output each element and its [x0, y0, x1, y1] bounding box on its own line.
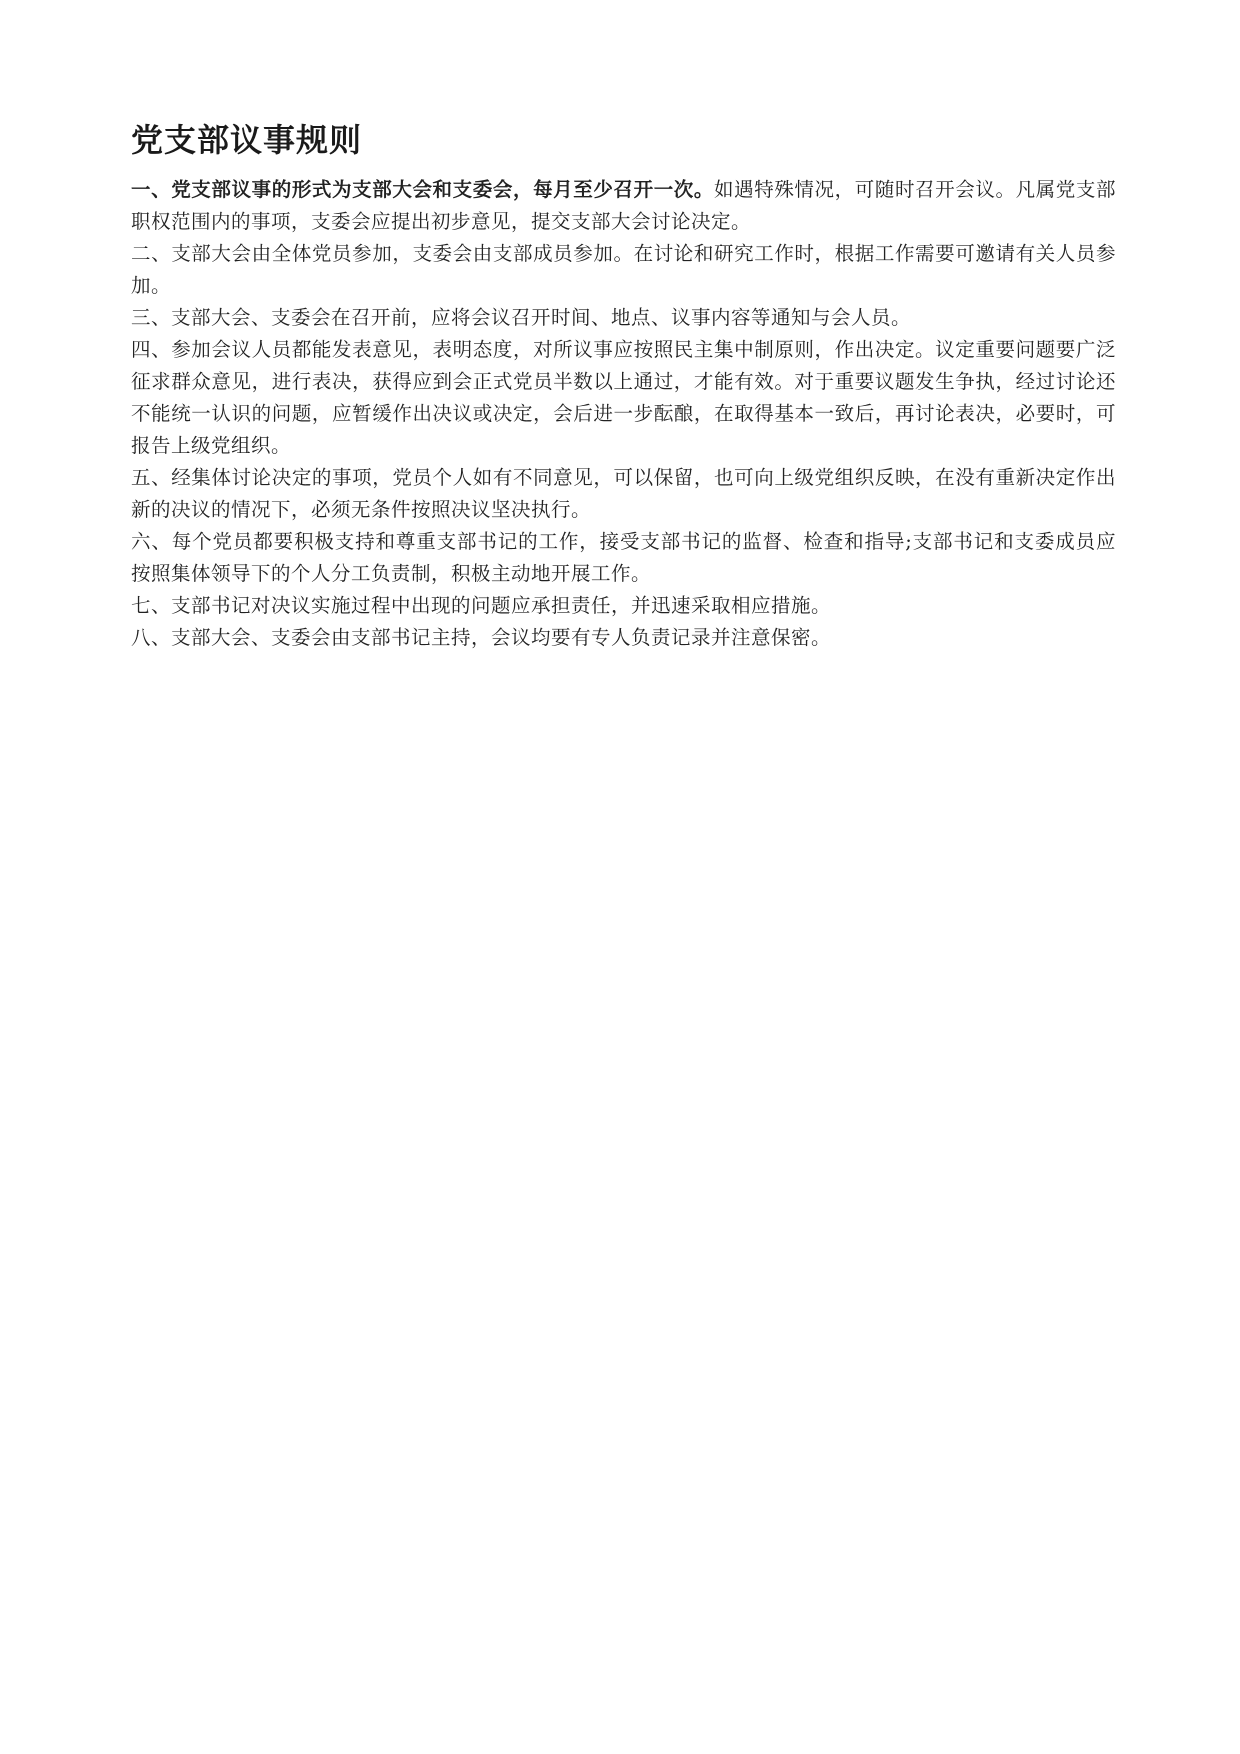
- rule-4: [131, 334, 1116, 462]
- rule-text: 七、支部书记对决议实施过程中出现的问题应承担责任，并迅速采取相应措施。: [131, 594, 832, 617]
- rule-2: [131, 238, 1116, 302]
- rules-list: [131, 174, 1116, 654]
- rule-text: 五、经集体讨论决定的事项，党员个人如有不同意见，可以保留，也可向上级党组织反映，在没有重新决定作出新的决议的情况下，必须无条件按照决议坚决执行。: [131, 466, 1116, 521]
- rule-3: [131, 302, 1116, 334]
- document-title: 党支部议事规则: [131, 121, 363, 159]
- rule-text: 如遇特殊情况，可随时召开会议。凡属党支部职权范围内的事项，支委会应提出初步意见，提交支部大会讨论决定。: [131, 178, 1116, 233]
- rule-8: [131, 622, 1116, 654]
- rule-lead: 一、党支部议事的形式为支部大会和支委会，每月至少召开一次。: [131, 178, 715, 201]
- rule-text: 三、支部大会、支委会在召开前，应将会议召开时间、地点、议事内容等通知与会人员。: [131, 306, 912, 329]
- rule-1: [131, 174, 1116, 238]
- rule-text: 八、支部大会、支委会由支部书记主持，会议均要有专人负责记录并注意保密。: [131, 626, 832, 649]
- rule-text: 六、每个党员都要积极支持和尊重支部书记的工作，接受支部书记的监督、检查和指导;支部书记和支委成员应按照集体领导下的个人分工负责制，积极主动地开展工作。: [131, 530, 1116, 585]
- rule-7: [131, 590, 1116, 622]
- rule-6: [131, 526, 1116, 590]
- document-page: [131, 118, 1116, 654]
- rule-text: 四、参加会议人员都能发表意见，表明态度，对所议事应按照民主集中制原则，作出决定。议定重要问题要广泛征求群众意见，进行表决，获得应到会正式党员半数以上通过，才能有效。对于重要议题发生争执，经过讨论还不能统一认识的问题，应暂缓作出决议或决定，会后进一步酝酿，在取得基本一致后，再讨论表决，必要时，可报告上级党组织。: [131, 338, 1116, 457]
- rule-5: [131, 462, 1116, 526]
- rule-text: 二、支部大会由全体党员参加，支委会由支部成员参加。在讨论和研究工作时，根据工作需要可邀请有关人员参加。: [131, 242, 1116, 297]
